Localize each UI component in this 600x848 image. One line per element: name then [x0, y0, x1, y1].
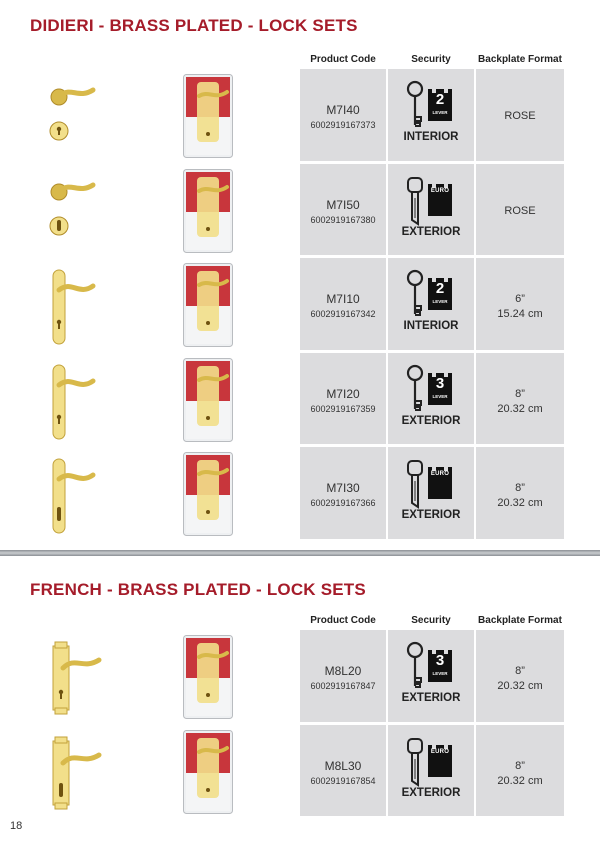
security-badge-sublabel: LEVER	[432, 393, 448, 399]
backplate-format	[476, 292, 564, 322]
security-key-icon	[404, 457, 460, 509]
header-product-code: Product Code	[310, 615, 376, 626]
package-image	[183, 169, 233, 253]
product-barcode: 6002919167854	[310, 775, 376, 786]
package-image	[183, 635, 233, 719]
product-image	[45, 361, 115, 441]
security-level-label: INTERIOR	[403, 131, 459, 143]
product-image	[45, 638, 115, 718]
security-key-icon	[404, 735, 460, 787]
header-backplate-format: Backplate Format	[478, 615, 562, 626]
product-code-value: M7I40	[326, 103, 360, 117]
backplate-format-primary: 6”	[515, 293, 525, 305]
product-barcode: 6002919167380	[310, 214, 376, 225]
security-level	[388, 131, 474, 143]
backplate-format	[476, 387, 564, 417]
product-code	[300, 198, 386, 225]
backplate-format-metric: 15.24 cm	[497, 308, 543, 320]
product-code	[300, 292, 386, 319]
package-image	[183, 74, 233, 158]
security-badge-sublabel: LEVER	[432, 299, 448, 304]
security-level	[388, 509, 474, 521]
section-title: FRENCH - BRASS PLATED - LOCK SETS	[30, 580, 366, 599]
backplate-format-metric: 20.32 cm	[497, 402, 543, 415]
security-badge-sublabel: LEVER	[432, 110, 448, 115]
backplate-format-primary: ROSE	[504, 110, 536, 122]
product-code-value: M8L30	[324, 758, 362, 773]
security-key-icon	[404, 174, 460, 226]
product-code-value: M8L20	[324, 664, 362, 678]
product-code	[300, 664, 386, 691]
product-image	[45, 172, 115, 252]
security-level	[388, 692, 474, 704]
security-badge-label: 3	[435, 652, 445, 669]
header-product-code: Product Code	[310, 54, 376, 65]
product-code-value: M7I30	[326, 481, 360, 495]
product-code	[300, 759, 386, 786]
product-code	[300, 387, 386, 414]
security-level-label: EXTERIOR	[401, 509, 461, 521]
product-barcode: 6002919167847	[310, 681, 376, 691]
security-level	[388, 415, 474, 427]
security-level	[388, 787, 474, 799]
page-number: 18	[10, 820, 23, 832]
backplate-format-metric: 20.32 cm	[497, 680, 543, 692]
product-image	[45, 266, 115, 346]
header-security: Security	[411, 54, 451, 65]
security-level	[388, 226, 474, 238]
backplate-format-primary: 8”	[515, 759, 525, 772]
product-image	[45, 455, 115, 535]
package-image	[183, 730, 233, 814]
security-badge-label: EURO	[430, 748, 450, 755]
backplate-format-metric: 20.32 cm	[497, 774, 543, 787]
product-image	[45, 733, 115, 813]
section-divider	[0, 550, 600, 556]
backplate-format-primary: ROSE	[504, 204, 536, 217]
security-level-label: EXTERIOR	[401, 786, 461, 799]
product-code-value: M7I20	[326, 386, 360, 401]
header-security: Security	[411, 615, 451, 626]
product-code	[300, 103, 386, 130]
backplate-format	[476, 481, 564, 511]
product-barcode: 6002919167359	[310, 403, 376, 414]
product-barcode: 6002919167366	[310, 498, 376, 508]
security-level-label: EXTERIOR	[401, 225, 461, 238]
backplate-format-primary: 8”	[515, 482, 525, 494]
package-image	[183, 263, 233, 347]
security-level-label: INTERIOR	[403, 320, 459, 332]
security-level-label: EXTERIOR	[401, 414, 461, 427]
security-badge-label: EURO	[430, 471, 450, 477]
product-barcode: 6002919167373	[310, 120, 376, 130]
section-title: DIDIERI - BRASS PLATED - LOCK SETS	[30, 16, 358, 35]
backplate-format	[476, 664, 564, 694]
backplate-format	[476, 109, 564, 124]
backplate-format	[476, 759, 564, 789]
backplate-format-metric: 20.32 cm	[497, 497, 543, 509]
security-badge-label: 3	[435, 374, 445, 392]
product-barcode: 6002919167342	[310, 309, 376, 319]
package-image	[183, 358, 233, 442]
backplate-format	[476, 204, 564, 219]
package-image	[183, 452, 233, 536]
security-level-label: EXTERIOR	[401, 692, 461, 704]
security-level	[388, 320, 474, 332]
backplate-format-primary: 8”	[515, 387, 525, 400]
backplate-format-primary: 8”	[515, 665, 525, 677]
security-badge-label: EURO	[430, 187, 450, 194]
product-image	[45, 77, 115, 157]
security-badge-label: 2	[435, 280, 445, 297]
product-code	[300, 481, 386, 508]
header-backplate-format: Backplate Format	[478, 54, 562, 65]
product-code-value: M7I10	[326, 292, 360, 306]
security-badge-label: 2	[435, 91, 445, 108]
security-badge-sublabel: LEVER	[432, 671, 448, 676]
product-code-value: M7I50	[326, 197, 360, 212]
